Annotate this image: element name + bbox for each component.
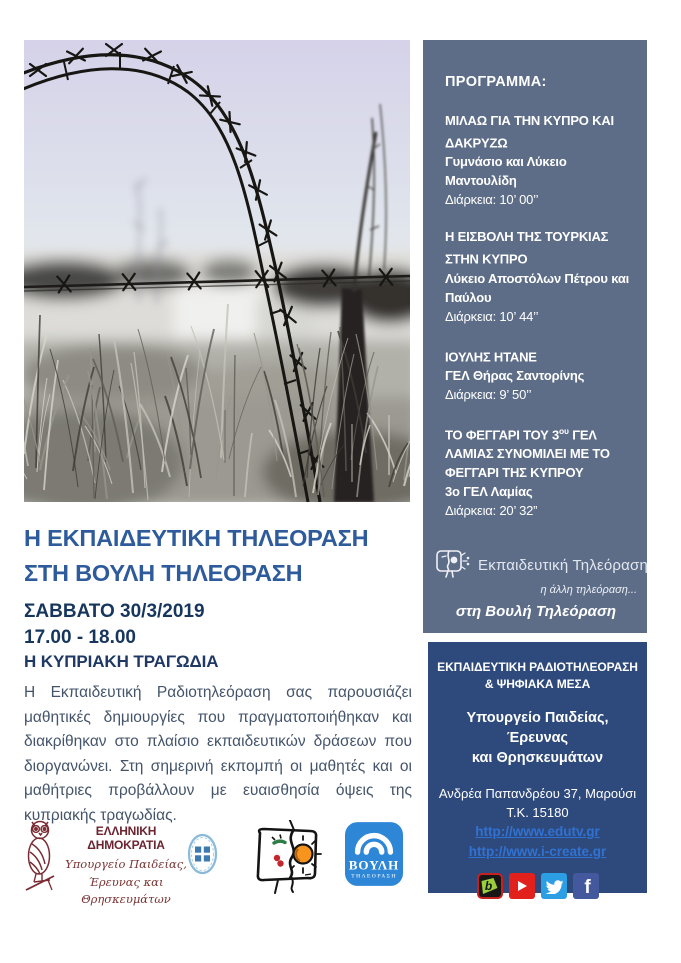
edutv-tagline: η άλλη τηλεόραση... bbox=[540, 584, 637, 596]
program-heading: ΠΡΟΓΡΑΜΜΑ: bbox=[445, 74, 547, 90]
program-item-duration: Διάρκεια: 10’ 00’’ bbox=[445, 192, 539, 208]
edutv-logo bbox=[435, 547, 649, 620]
page-title-line2: ΣΤΗ ΒΟΥΛΗ ΤΗΛΕΟΡΑΣΗ bbox=[24, 560, 303, 586]
footer-logos bbox=[24, 818, 416, 913]
vouli-logo-line2: ΤΗΛΕΟΡΑΣΗ bbox=[351, 873, 397, 880]
program-item-duration: Διάρκεια: 10’ 44’’ bbox=[445, 308, 539, 324]
program-item-title: ΜΙΛΑΩ ΓΙΑ ΤΗΝ ΚΥΠΡΟ ΚΑΙ ΔΑΚΡΥΖΩ bbox=[445, 113, 614, 151]
vouli-logo-line1: ΒΟΥΛΗ bbox=[348, 857, 400, 873]
broadcast-date: ΣΑΒΒΑΤΟ 30/3/2019 bbox=[24, 601, 205, 622]
svg-text:b: b bbox=[484, 879, 492, 893]
program-item-title: ΙΟΥΛΗΣ ΗΤΑΝΕ bbox=[445, 348, 537, 364]
edutv-tv-icon bbox=[435, 547, 473, 584]
contact-box bbox=[428, 642, 647, 898]
contact-ministry-line1: Υπουργείο Παιδείας, Έρευνας bbox=[466, 710, 609, 746]
program-item-school: 3ο ΓΕΛ Λαμίας bbox=[445, 484, 533, 500]
twitter-icon[interactable] bbox=[541, 873, 567, 899]
program-item-duration: Διάρκεια: 20’ 32” bbox=[445, 503, 538, 519]
facebook-icon[interactable] bbox=[573, 873, 599, 899]
owl-icon bbox=[24, 818, 58, 903]
program-item-title: ΤΟ ΦΕΓΓΑΡΙ ΤΟΥ $3^{o\upsilon}$ ΓΕΛ ΛΑΜΙΑΣ ΣΥΝΟΜΙΛΕΙ ΜΕ ΤΟ ΦΕΓΓΑΡΙ ΤΗΣ ΚΥΠΡΟΥ bbox=[445, 425, 610, 481]
facebook-f-glyph: f bbox=[584, 876, 591, 898]
contact-title-line2: & ΨΗΦΙΑΚΑ ΜΕΣΑ bbox=[484, 677, 591, 691]
barbed-wire-photo bbox=[24, 40, 410, 502]
program-item bbox=[445, 111, 631, 209]
edutv-brand: Εκπαιδευτική Τηλεόραση bbox=[478, 557, 649, 574]
blod-icon[interactable] bbox=[477, 873, 503, 899]
vouli-tv-logo bbox=[345, 822, 403, 886]
youtube-icon[interactable] bbox=[509, 873, 535, 899]
broadcast-time: 17.00 - 18.00 bbox=[24, 627, 136, 648]
episode-description: Η Εκπαιδευτική Ραδιοτηλεόραση σας παρουσιάζει μαθητικές δημιουργίες που πραγματοποιήθηκαν και διακρίθηκαν στο πλαίσιο εκπαιδευτικών δράσεων που διοργανώνει. Στη σημερινή εκπομπή οι μαθητές και οι μαθήτριες προβάλλουν με ευαισθησία όψεις της κυπριακής τραγωδίας. bbox=[24, 684, 412, 824]
icreate-link[interactable]: http://www.i-create.gr bbox=[468, 844, 607, 859]
title-block bbox=[24, 521, 416, 651]
episode-section bbox=[24, 652, 412, 828]
contact-address-line1: Ανδρέα Παπανδρέου 37, Μαρούσι bbox=[438, 786, 637, 801]
program-item bbox=[445, 344, 631, 404]
program-item bbox=[445, 422, 631, 520]
contact-address-line2: Τ.Κ. 15180 bbox=[506, 805, 569, 820]
program-item-school: Λύκειο Αποστόλων Πέτρου και Παύλου bbox=[445, 270, 630, 305]
program-item-duration: Διάρκεια: 9’ 50’’ bbox=[445, 386, 532, 402]
barbed-wire-illustration bbox=[24, 40, 410, 502]
greek-emblem-icon bbox=[187, 832, 218, 881]
program-item-school: Γυμνάσιο και Λύκειο Μαντουλίδη bbox=[445, 154, 567, 189]
ministry-line2: Υπουργείο Παιδείας, bbox=[65, 857, 187, 871]
program-item-title: Η ΕΙΣΒΟΛΗ ΤΗΣ ΤΟΥΡΚΙΑΣ ΣΤΗΝ ΚΥΠΡΟ bbox=[445, 229, 609, 267]
social-icons-row bbox=[436, 873, 639, 899]
program-item-school: ΓΕΛ Θήρας Σαντορίνης bbox=[445, 367, 585, 383]
edutv-subbrand: στη Βουλή Τηλεόραση bbox=[455, 603, 617, 620]
episode-title: Η ΚΥΠΡΙΑΚΗ ΤΡΑΓΩΔΙΑ bbox=[24, 652, 219, 671]
ministry-line1: ΕΛΛΗΝΙΚΗ ΔΗΜΟΚΡΑΤΙΑ bbox=[87, 824, 165, 852]
edutv-face-logo bbox=[248, 820, 328, 903]
ministry-logo bbox=[24, 818, 218, 908]
contact-title-line1: ΕΚΠΑΙΔΕΥΤΙΚΗ ΡΑΔΙΟΤΗΛΕΟΡΑΣΗ bbox=[437, 660, 638, 674]
program-item bbox=[445, 227, 631, 325]
contact-ministry-line2: και Θρησκευμάτων bbox=[471, 750, 604, 766]
ministry-text bbox=[65, 824, 187, 908]
program-sidebar bbox=[423, 40, 647, 633]
ministry-line3: Έρευνας και Θρησκευμάτων bbox=[81, 875, 171, 906]
page-title-line1: Η ΕΚΠΑΙΔΕΥΤΙΚΗ ΤΗΛΕΟΡΑΣΗ bbox=[24, 525, 369, 551]
edutv-link[interactable]: http://www.edutv.gr bbox=[475, 824, 600, 839]
